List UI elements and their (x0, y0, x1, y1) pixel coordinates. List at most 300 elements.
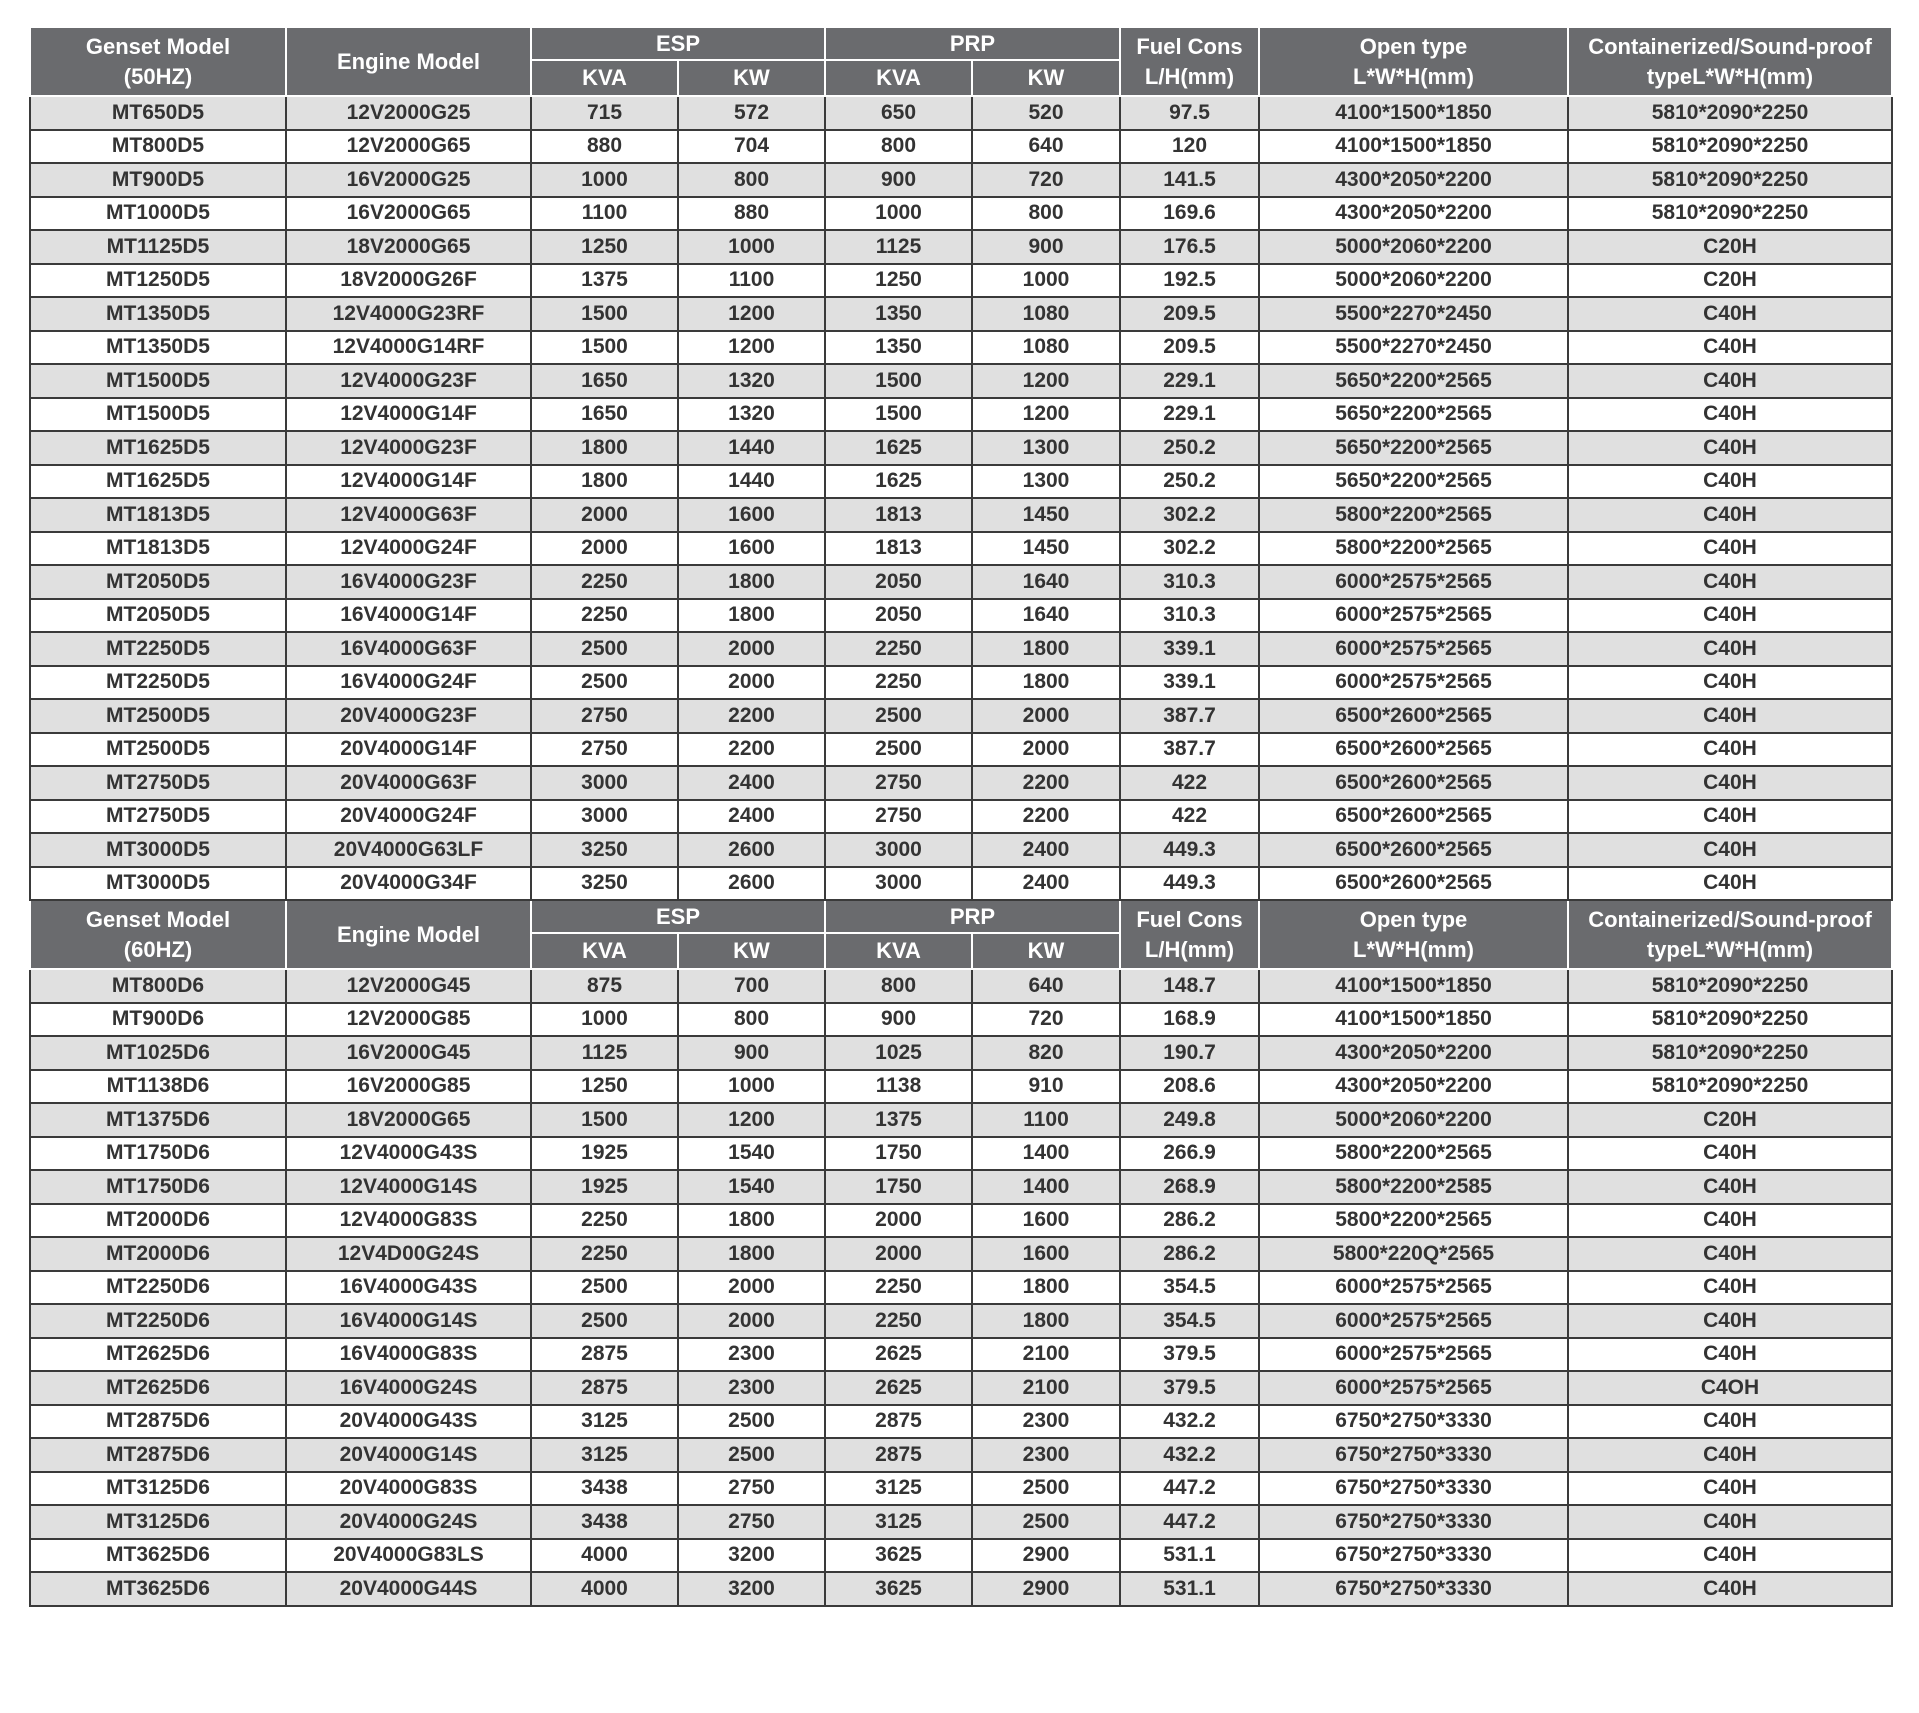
cell-engine-model: 12V4000G43S (286, 1137, 531, 1171)
header-cont-unit: typeL*W*H(mm) (1646, 63, 1814, 89)
cell-genset-model: MT1000D5 (30, 197, 286, 231)
cell-genset-model: MT1350D5 (30, 331, 286, 365)
cell-fuel-cons: 379.5 (1120, 1338, 1259, 1372)
cell-genset-model: MT2625D6 (30, 1371, 286, 1405)
cell-open-type-dims: 6750*2750*3330 (1259, 1438, 1568, 1472)
table-row (30, 766, 1892, 800)
cell-open-type-dims: 6750*2750*3330 (1259, 1505, 1568, 1539)
cell-container-type: C40H (1568, 1572, 1892, 1606)
cell-prp-kw: 1200 (972, 398, 1120, 432)
cell-esp-kva: 1125 (531, 1036, 678, 1070)
cell-prp-kw: 520 (972, 96, 1120, 130)
cell-open-type-dims: 6500*2600*2565 (1259, 733, 1568, 767)
cell-genset-model: MT1813D5 (30, 532, 286, 566)
cell-prp-kw: 2100 (972, 1371, 1120, 1405)
cell-fuel-cons: 447.2 (1120, 1505, 1259, 1539)
cell-prp-kw: 820 (972, 1036, 1120, 1070)
cell-container-type: 5810*2090*2250 (1568, 1070, 1892, 1104)
cell-esp-kw: 1320 (678, 398, 825, 432)
cell-container-type: C40H (1568, 565, 1892, 599)
cell-esp-kw: 800 (678, 163, 825, 197)
cell-esp-kw: 900 (678, 1036, 825, 1070)
header-fuel-cons (1120, 900, 1259, 969)
cell-container-type: C40H (1568, 1405, 1892, 1439)
cell-esp-kva: 1650 (531, 398, 678, 432)
cell-prp-kw: 2300 (972, 1405, 1120, 1439)
cell-fuel-cons: 229.1 (1120, 364, 1259, 398)
section-60hz (30, 900, 1892, 969)
cell-esp-kw: 572 (678, 96, 825, 130)
cell-prp-kva: 2250 (825, 1304, 972, 1338)
cell-fuel-cons: 266.9 (1120, 1137, 1259, 1171)
table-row (30, 1572, 1892, 1606)
cell-genset-model: MT2250D6 (30, 1304, 286, 1338)
cell-prp-kw: 2500 (972, 1505, 1120, 1539)
table-row (30, 1505, 1892, 1539)
header-open-unit: L*W*H(mm) (1353, 63, 1474, 89)
cell-prp-kw: 1400 (972, 1170, 1120, 1204)
cell-prp-kw: 800 (972, 197, 1120, 231)
cell-open-type-dims: 4100*1500*1850 (1259, 130, 1568, 164)
cell-prp-kva: 3125 (825, 1472, 972, 1506)
cell-container-type: C40H (1568, 1237, 1892, 1271)
cell-open-type-dims: 4100*1500*1850 (1259, 1003, 1568, 1037)
table-row (30, 699, 1892, 733)
cell-esp-kva: 2875 (531, 1338, 678, 1372)
table-row (30, 297, 1892, 331)
cell-genset-model: MT3000D5 (30, 833, 286, 867)
cell-prp-kw: 900 (972, 230, 1120, 264)
cell-esp-kw: 2000 (678, 666, 825, 700)
cell-esp-kva: 1375 (531, 264, 678, 298)
cell-genset-model: MT2050D5 (30, 599, 286, 633)
cell-genset-model: MT1500D5 (30, 398, 286, 432)
cell-container-type: C40H (1568, 1472, 1892, 1506)
cell-prp-kva: 1625 (825, 465, 972, 499)
cell-esp-kva: 1000 (531, 163, 678, 197)
cell-engine-model: 16V4000G63F (286, 632, 531, 666)
cell-prp-kva: 800 (825, 130, 972, 164)
cell-fuel-cons: 531.1 (1120, 1539, 1259, 1573)
cell-prp-kw: 640 (972, 130, 1120, 164)
table-row (30, 800, 1892, 834)
cell-esp-kw: 2000 (678, 1304, 825, 1338)
cell-prp-kw: 1100 (972, 1103, 1120, 1137)
cell-prp-kw: 1800 (972, 666, 1120, 700)
cell-esp-kva: 1800 (531, 431, 678, 465)
cell-prp-kva: 1375 (825, 1103, 972, 1137)
cell-container-type: C40H (1568, 733, 1892, 767)
cell-prp-kva: 2750 (825, 766, 972, 800)
cell-engine-model: 12V4000G63F (286, 498, 531, 532)
cell-prp-kva: 1625 (825, 431, 972, 465)
header-cont-unit: typeL*W*H(mm) (1646, 936, 1814, 962)
cell-esp-kva: 2750 (531, 699, 678, 733)
cell-engine-model: 16V4000G14F (286, 599, 531, 633)
cell-esp-kva: 2500 (531, 666, 678, 700)
cell-container-type: C40H (1568, 1271, 1892, 1305)
cell-open-type-dims: 5500*2270*2450 (1259, 331, 1568, 365)
cell-esp-kva: 3438 (531, 1472, 678, 1506)
cell-prp-kva: 1250 (825, 264, 972, 298)
cell-fuel-cons: 208.6 (1120, 1070, 1259, 1104)
header-frequency-50hz: (50HZ) (123, 63, 193, 89)
header-open-label: Open type (1359, 33, 1468, 59)
cell-fuel-cons: 449.3 (1120, 833, 1259, 867)
cell-open-type-dims: 5800*2200*2565 (1259, 498, 1568, 532)
table-row (30, 1103, 1892, 1137)
table-row (30, 565, 1892, 599)
cell-engine-model: 12V4000G83S (286, 1204, 531, 1238)
table-row (30, 1070, 1892, 1104)
cell-prp-kva: 2500 (825, 699, 972, 733)
cell-engine-model: 18V2000G26F (286, 264, 531, 298)
cell-esp-kva: 1250 (531, 1070, 678, 1104)
cell-fuel-cons: 339.1 (1120, 666, 1259, 700)
header-prp-kw: KW (972, 933, 1120, 969)
cell-prp-kw: 1640 (972, 565, 1120, 599)
cell-engine-model: 20V4000G63LF (286, 833, 531, 867)
cell-fuel-cons: 268.9 (1120, 1170, 1259, 1204)
table-row (30, 1539, 1892, 1573)
cell-fuel-cons: 286.2 (1120, 1237, 1259, 1271)
cell-genset-model: MT1500D5 (30, 364, 286, 398)
cell-engine-model: 20V4000G34F (286, 867, 531, 901)
cell-genset-model: MT1813D5 (30, 498, 286, 532)
cell-fuel-cons: 449.3 (1120, 867, 1259, 901)
cell-container-type: C40H (1568, 632, 1892, 666)
cell-esp-kw: 2400 (678, 766, 825, 800)
cell-prp-kva: 2250 (825, 1271, 972, 1305)
cell-esp-kw: 1800 (678, 599, 825, 633)
cell-esp-kw: 1800 (678, 1237, 825, 1271)
cell-open-type-dims: 6500*2600*2565 (1259, 867, 1568, 901)
cell-esp-kw: 1800 (678, 1204, 825, 1238)
cell-prp-kva: 3625 (825, 1539, 972, 1573)
cell-engine-model: 16V2000G85 (286, 1070, 531, 1104)
cell-open-type-dims: 6500*2600*2565 (1259, 800, 1568, 834)
cell-open-type-dims: 6500*2600*2565 (1259, 766, 1568, 800)
cell-engine-model: 20V4000G83LS (286, 1539, 531, 1573)
cell-engine-model: 20V4000G63F (286, 766, 531, 800)
table-row (30, 1405, 1892, 1439)
cell-esp-kva: 2500 (531, 1271, 678, 1305)
cell-prp-kva: 2250 (825, 666, 972, 700)
cell-prp-kw: 640 (972, 969, 1120, 1003)
table-row (30, 230, 1892, 264)
cell-open-type-dims: 6000*2575*2565 (1259, 666, 1568, 700)
cell-esp-kw: 1800 (678, 565, 825, 599)
cell-open-type-dims: 6000*2575*2565 (1259, 632, 1568, 666)
cell-fuel-cons: 148.7 (1120, 969, 1259, 1003)
cell-esp-kva: 1800 (531, 465, 678, 499)
cell-prp-kva: 2000 (825, 1204, 972, 1238)
table-row (30, 465, 1892, 499)
cell-prp-kw: 1000 (972, 264, 1120, 298)
cell-esp-kw: 3200 (678, 1572, 825, 1606)
table-row (30, 130, 1892, 164)
cell-open-type-dims: 6750*2750*3330 (1259, 1472, 1568, 1506)
cell-genset-model: MT1625D5 (30, 431, 286, 465)
cell-prp-kw: 1800 (972, 1271, 1120, 1305)
cell-container-type: 5810*2090*2250 (1568, 197, 1892, 231)
cell-container-type: 5810*2090*2250 (1568, 1036, 1892, 1070)
header-containerized-type (1568, 900, 1892, 969)
cell-fuel-cons: 310.3 (1120, 565, 1259, 599)
header-esp: ESP (531, 27, 825, 60)
header-genset-label: Genset Model (85, 33, 231, 59)
table-row (30, 1170, 1892, 1204)
cell-prp-kva: 1500 (825, 364, 972, 398)
cell-prp-kva: 1138 (825, 1070, 972, 1104)
cell-open-type-dims: 5800*2200*2565 (1259, 532, 1568, 566)
table-row (30, 1472, 1892, 1506)
cell-prp-kw: 1600 (972, 1237, 1120, 1271)
cell-engine-model: 18V2000G65 (286, 1103, 531, 1137)
cell-engine-model: 16V4000G24S (286, 1371, 531, 1405)
cell-container-type: C40H (1568, 833, 1892, 867)
cell-genset-model: MT1125D5 (30, 230, 286, 264)
header-prp-kva: KVA (825, 60, 972, 96)
cell-fuel-cons: 168.9 (1120, 1003, 1259, 1037)
cell-fuel-cons: 141.5 (1120, 163, 1259, 197)
header-row-60hz-top (30, 900, 1892, 933)
cell-prp-kva: 900 (825, 163, 972, 197)
cell-engine-model: 16V2000G65 (286, 197, 531, 231)
header-esp-kw: KW (678, 933, 825, 969)
cell-esp-kva: 2250 (531, 1204, 678, 1238)
cell-fuel-cons: 286.2 (1120, 1204, 1259, 1238)
cell-fuel-cons: 339.1 (1120, 632, 1259, 666)
cell-prp-kva: 2250 (825, 632, 972, 666)
header-esp-kw: KW (678, 60, 825, 96)
cell-esp-kw: 2500 (678, 1405, 825, 1439)
cell-prp-kw: 2900 (972, 1572, 1120, 1606)
cell-container-type: 5810*2090*2250 (1568, 130, 1892, 164)
cell-esp-kva: 3125 (531, 1405, 678, 1439)
cell-open-type-dims: 5650*2200*2565 (1259, 398, 1568, 432)
cell-prp-kva: 2000 (825, 1237, 972, 1271)
cell-esp-kw: 2300 (678, 1371, 825, 1405)
cell-esp-kva: 3250 (531, 833, 678, 867)
cell-engine-model: 20V4000G83S (286, 1472, 531, 1506)
header-esp: ESP (531, 900, 825, 933)
cell-container-type: C20H (1568, 264, 1892, 298)
cell-open-type-dims: 6000*2575*2565 (1259, 599, 1568, 633)
header-genset-label: Genset Model (85, 906, 231, 932)
cell-prp-kw: 2500 (972, 1472, 1120, 1506)
cell-esp-kw: 1200 (678, 1103, 825, 1137)
cell-open-type-dims: 5650*2200*2565 (1259, 465, 1568, 499)
header-prp: PRP (825, 900, 1120, 933)
cell-esp-kva: 3000 (531, 766, 678, 800)
cell-prp-kw: 1300 (972, 465, 1120, 499)
cell-prp-kva: 2750 (825, 800, 972, 834)
cell-engine-model: 12V4000G24F (286, 532, 531, 566)
cell-container-type: C40H (1568, 532, 1892, 566)
cell-esp-kw: 2600 (678, 833, 825, 867)
cell-prp-kva: 1350 (825, 331, 972, 365)
cell-engine-model: 20V4000G43S (286, 1405, 531, 1439)
cell-genset-model: MT3625D6 (30, 1572, 286, 1606)
cell-prp-kw: 2200 (972, 800, 1120, 834)
table-body-50hz (30, 96, 1892, 900)
table-body-60hz (30, 969, 1892, 1606)
cell-container-type: 5810*2090*2250 (1568, 969, 1892, 1003)
cell-container-type: C40H (1568, 1338, 1892, 1372)
cell-esp-kva: 2500 (531, 632, 678, 666)
cell-fuel-cons: 387.7 (1120, 733, 1259, 767)
cell-prp-kw: 2100 (972, 1338, 1120, 1372)
cell-genset-model: MT3000D5 (30, 867, 286, 901)
cell-fuel-cons: 531.1 (1120, 1572, 1259, 1606)
cell-prp-kva: 3000 (825, 867, 972, 901)
cell-prp-kva: 800 (825, 969, 972, 1003)
cell-open-type-dims: 6000*2575*2565 (1259, 1371, 1568, 1405)
cell-engine-model: 12V2000G85 (286, 1003, 531, 1037)
cell-esp-kva: 2250 (531, 1237, 678, 1271)
header-open-type (1259, 27, 1568, 96)
cell-prp-kva: 1750 (825, 1170, 972, 1204)
cell-esp-kw: 704 (678, 130, 825, 164)
cell-prp-kva: 2625 (825, 1338, 972, 1372)
cell-esp-kva: 3250 (531, 867, 678, 901)
cell-fuel-cons: 432.2 (1120, 1405, 1259, 1439)
cell-open-type-dims: 6000*2575*2565 (1259, 1338, 1568, 1372)
cell-open-type-dims: 6750*2750*3330 (1259, 1572, 1568, 1606)
cell-prp-kva: 1750 (825, 1137, 972, 1171)
cell-open-type-dims: 6000*2575*2565 (1259, 1304, 1568, 1338)
cell-genset-model: MT3625D6 (30, 1539, 286, 1573)
cell-esp-kw: 1440 (678, 431, 825, 465)
cell-fuel-cons: 422 (1120, 766, 1259, 800)
cell-container-type: C40H (1568, 398, 1892, 432)
cell-prp-kw: 720 (972, 163, 1120, 197)
genset-spec-document (29, 26, 1891, 1607)
cell-genset-model: MT1750D6 (30, 1137, 286, 1171)
cell-genset-model: MT2500D5 (30, 699, 286, 733)
cell-genset-model: MT900D6 (30, 1003, 286, 1037)
cell-prp-kva: 3125 (825, 1505, 972, 1539)
cell-esp-kva: 2500 (531, 1304, 678, 1338)
cell-esp-kw: 1540 (678, 1170, 825, 1204)
cell-esp-kva: 1925 (531, 1170, 678, 1204)
cell-container-type: C40H (1568, 766, 1892, 800)
cell-prp-kw: 1080 (972, 297, 1120, 331)
cell-esp-kva: 2250 (531, 599, 678, 633)
cell-open-type-dims: 4300*2050*2200 (1259, 1036, 1568, 1070)
cell-container-type: C40H (1568, 331, 1892, 365)
cell-prp-kw: 720 (972, 1003, 1120, 1037)
cell-esp-kw: 2000 (678, 632, 825, 666)
cell-container-type: C40H (1568, 1539, 1892, 1573)
cell-engine-model: 16V4000G24F (286, 666, 531, 700)
cell-esp-kw: 2600 (678, 867, 825, 901)
table-row (30, 666, 1892, 700)
cell-esp-kva: 1650 (531, 364, 678, 398)
cell-engine-model: 12V2000G25 (286, 96, 531, 130)
header-cont-label: Containerized/Sound-proof (1588, 906, 1872, 932)
header-engine-model: Engine Model (286, 900, 531, 969)
cell-open-type-dims: 5800*2200*2565 (1259, 1137, 1568, 1171)
cell-open-type-dims: 6000*2575*2565 (1259, 1271, 1568, 1305)
header-genset-model-50hz (30, 27, 286, 96)
cell-esp-kw: 3200 (678, 1539, 825, 1573)
cell-esp-kw: 2500 (678, 1438, 825, 1472)
cell-prp-kva: 2500 (825, 733, 972, 767)
cell-genset-model: MT1138D6 (30, 1070, 286, 1104)
table-row (30, 431, 1892, 465)
cell-container-type: C40H (1568, 599, 1892, 633)
cell-fuel-cons: 354.5 (1120, 1271, 1259, 1305)
cell-engine-model: 12V2000G65 (286, 130, 531, 164)
cell-engine-model: 12V4000G14F (286, 398, 531, 432)
cell-container-type: C40H (1568, 1304, 1892, 1338)
cell-fuel-cons: 422 (1120, 800, 1259, 834)
cell-container-type: C40H (1568, 1438, 1892, 1472)
table-row (30, 532, 1892, 566)
cell-open-type-dims: 5000*2060*2200 (1259, 230, 1568, 264)
cell-prp-kw: 1300 (972, 431, 1120, 465)
table-row (30, 1003, 1892, 1037)
cell-prp-kva: 650 (825, 96, 972, 130)
table-row (30, 1438, 1892, 1472)
header-cont-label: Containerized/Sound-proof (1588, 33, 1872, 59)
cell-container-type: C40H (1568, 666, 1892, 700)
header-fuel-label: Fuel Cons (1136, 906, 1243, 932)
table-row (30, 398, 1892, 432)
cell-esp-kw: 1200 (678, 297, 825, 331)
cell-esp-kva: 1250 (531, 230, 678, 264)
genset-spec-table (29, 26, 1893, 1607)
cell-engine-model: 12V4000G23F (286, 431, 531, 465)
cell-prp-kva: 1125 (825, 230, 972, 264)
cell-esp-kw: 1600 (678, 532, 825, 566)
cell-prp-kva: 1000 (825, 197, 972, 231)
cell-esp-kw: 1100 (678, 264, 825, 298)
cell-prp-kw: 1600 (972, 1204, 1120, 1238)
table-row (30, 1304, 1892, 1338)
cell-prp-kw: 2300 (972, 1438, 1120, 1472)
cell-prp-kw: 1200 (972, 364, 1120, 398)
table-row (30, 833, 1892, 867)
table-row (30, 498, 1892, 532)
table-row (30, 1371, 1892, 1405)
cell-open-type-dims: 5000*2060*2200 (1259, 1103, 1568, 1137)
cell-engine-model: 20V4000G14F (286, 733, 531, 767)
cell-engine-model: 16V2000G45 (286, 1036, 531, 1070)
cell-genset-model: MT2625D6 (30, 1338, 286, 1372)
cell-esp-kva: 1500 (531, 331, 678, 365)
cell-container-type: C40H (1568, 1137, 1892, 1171)
header-fuel-unit: L/H(mm) (1144, 936, 1235, 962)
header-prp: PRP (825, 27, 1120, 60)
cell-container-type: 5810*2090*2250 (1568, 96, 1892, 130)
cell-fuel-cons: 310.3 (1120, 599, 1259, 633)
header-genset-model-60hz (30, 900, 286, 969)
cell-esp-kva: 2875 (531, 1371, 678, 1405)
cell-esp-kw: 1000 (678, 230, 825, 264)
table-row (30, 197, 1892, 231)
cell-fuel-cons: 209.5 (1120, 297, 1259, 331)
cell-container-type: C40H (1568, 364, 1892, 398)
cell-engine-model: 12V4000G14S (286, 1170, 531, 1204)
cell-fuel-cons: 302.2 (1120, 532, 1259, 566)
cell-genset-model: MT2250D5 (30, 666, 286, 700)
cell-prp-kva: 3000 (825, 833, 972, 867)
cell-fuel-cons: 97.5 (1120, 96, 1259, 130)
table-row (30, 969, 1892, 1003)
